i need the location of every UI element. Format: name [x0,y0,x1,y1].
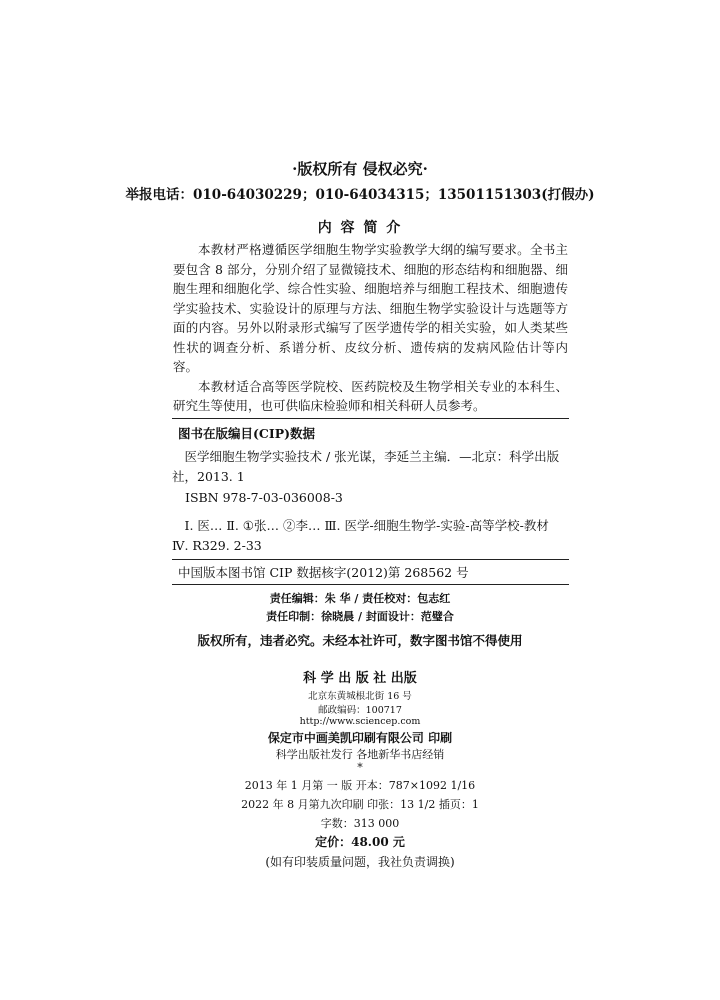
separator-star: * [357,761,363,774]
publisher-address: 北京东黄城根北街 16 号 [308,691,412,702]
edition-info: 2013 年 1 月第 一 版 开本：787×1092 1/16 [244,779,476,792]
divider-middle [172,559,569,560]
distribution: 科学出版社发行 各地新华书店经销 [275,748,445,761]
summary-body [173,240,568,416]
publisher-url: http://www.sciencep.com [299,716,421,727]
quality-notice: (如有印装质量问题，我社负责调换) [265,855,455,869]
isbn: ISBN 978-7-03-036008-3 [185,490,343,505]
printer: 保定市中画美凯印刷有限公司 印刷 [267,731,453,745]
copyright-heading: ·版权所有 侵权必究· [292,160,428,178]
editor-credits-2: 责任印制：徐晓晨 / 封面设计：范璧合 [266,610,454,623]
editor-credits-1: 责任编辑：朱 华 / 责任校对：包志红 [269,592,451,605]
summary-paragraph-1: 本教材严格遵循医学细胞生物学实验教学大纲的编写要求。全书主要包含 8 部分，分别介绍了显微镜技术、细胞的形态结构和细胞器、细胞生理和细胞化学、综合性实验、细胞培养与细胞工程技术、细胞遗传学实验技术、实验设计的原理与方法、细胞生物学实验设计与选题等方面的内容。另外以附录形式编写了医学遗传学的相关实验，如人类某些性状的调查分析、系谱分析、皮纹分析、遗传病的发病风险估计等内容。 [173,242,568,374]
divider-top [172,418,569,419]
copyright-notice: 版权所有，违者必究。未经本社许可，数字图书馆不得使用 [197,633,523,648]
word-count: 字数：313 000 [320,817,400,830]
cip-classification: Ⅰ. 医… Ⅱ. ①张… ②李… Ⅲ. 医学-细胞生物学-实验-高等学校-教材 Ⅳ. R329. 2-33 [172,518,549,553]
cip-heading: 图书在版编目(CIP)数据 [178,426,316,441]
summary-heading: 内 容 简 介 [317,220,403,236]
divider-bottom [172,584,569,585]
cip-entry: 医学细胞生物学实验技术 / 张光谋，李延兰主编．—北京：科学出版社，2013. 1 [172,449,560,484]
printing-info: 2022 年 8 月第九次印刷 印张：13 1/2 插页：1 [241,798,479,811]
price: 定价：48.00 元 [315,835,405,849]
summary-paragraph-2: 本教材适合高等医学院校、医药院校及生物学相关专业的本科生、研究生等使用，也可供临床检验师和相关科研人员参考。 [173,378,568,413]
publisher-postcode: 邮政编码：100717 [318,705,402,716]
report-hotline: 举报电话：010-64030229；010-64034315；13501151303(打假办) [125,187,595,203]
cip-record-number: 中国版本图书馆 CIP 数据核字(2012)第 268562 号 [178,565,469,580]
publisher-name: 科 学 出 版 社 出版 [303,671,417,686]
